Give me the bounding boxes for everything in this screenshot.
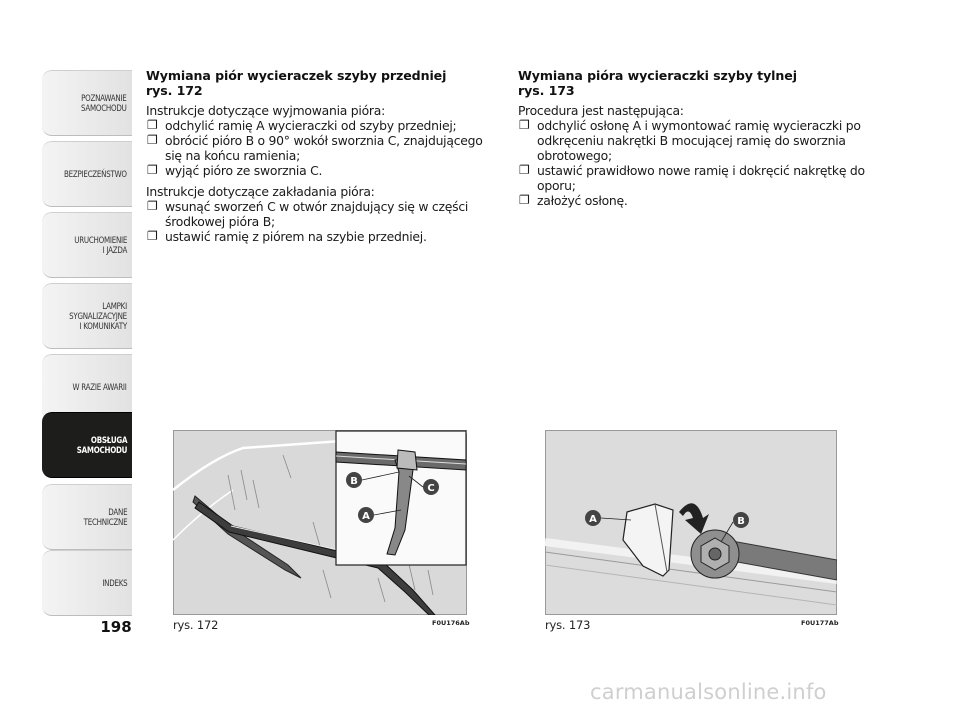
tab-bezpieczenstwo[interactable]: [42, 141, 132, 207]
checkbox-bullet-icon: ❐: [519, 118, 530, 132]
list-item: ❐ odchylić osłonę A i wymontować ramię wycieraczki po odkręceniu nakrętki B mocującej ramię do sworznia obrotowego;: [519, 118, 861, 163]
removal-intro: Instrukcje dotyczące wyjmowania pióra:: [146, 103, 386, 118]
figure-172: [173, 430, 467, 615]
removal-steps: [146, 118, 496, 178]
checkbox-bullet-icon: ❐: [147, 229, 158, 243]
procedure-steps: [518, 118, 868, 208]
list-item: ❐ odchylić ramię A wycieraczki od szyby przedniej;: [147, 118, 457, 133]
tab-obsluga-samochodu[interactable]: [42, 412, 132, 478]
figure-code: F0U177Ab: [801, 619, 839, 627]
tab-label: OBSŁUGA SAMOCHODU: [76, 435, 127, 455]
callout-c-label: C: [427, 483, 435, 494]
tab-label: INDEKS: [101, 578, 127, 588]
checkbox-bullet-icon: ❐: [147, 118, 158, 132]
tab-lampki-sygnalizacyjne[interactable]: [42, 283, 132, 349]
tab-indeks[interactable]: [42, 550, 132, 616]
callout-b-label: B: [737, 516, 745, 527]
section-title: [146, 68, 496, 98]
list-item: ❐ ustawić ramię z piórem na szybie przedniej.: [147, 229, 427, 244]
section-title: [518, 68, 868, 98]
watermark: carmanualsonline.info: [590, 680, 827, 704]
list-item: ❐ założyć osłonę.: [519, 193, 628, 208]
install-intro: Instrukcje dotyczące zakładania pióra:: [146, 184, 375, 199]
checkbox-bullet-icon: ❐: [147, 199, 158, 213]
tab-label: LAMPKI SYGNALIZACYJNE I KOMUNIKATY: [69, 301, 127, 331]
callout-a-label: A: [589, 514, 597, 525]
callout-a-label: A: [362, 511, 370, 522]
figure-173: [545, 430, 837, 615]
checkbox-bullet-icon: ❐: [519, 163, 530, 177]
front-wiper-illustration: [173, 430, 467, 615]
callout-b-label: B: [350, 476, 358, 487]
install-steps: [146, 199, 496, 244]
tab-label: DANE TECHNICZNE: [83, 507, 127, 527]
rear-wiper-illustration: [545, 430, 837, 615]
checkbox-bullet-icon: ❐: [147, 163, 158, 177]
tab-uruchomienie-i-jazda[interactable]: [42, 212, 132, 278]
tab-label: URUCHOMIENIE I JAZDA: [74, 235, 127, 255]
figure-caption: rys. 172: [173, 618, 219, 632]
checkbox-bullet-icon: ❐: [147, 133, 158, 147]
checkbox-bullet-icon: ❐: [519, 193, 530, 207]
front-wiper-section: [146, 68, 496, 250]
tab-label: POZNAWANIE SAMOCHODU: [81, 93, 127, 113]
procedure-intro: Procedura jest następująca:: [518, 103, 684, 118]
tab-label: BEZPIECZEŃSTWO: [64, 169, 127, 179]
title-line: Wymiana pióra wycieraczki szyby tylnej: [518, 68, 797, 83]
list-item: ❐ wsunąć sworzeń C w otwór znajdujący się w części środkowej pióra B;: [147, 199, 469, 229]
tab-dane-techniczne[interactable]: [42, 484, 132, 550]
tab-w-razie-awarii[interactable]: [42, 354, 132, 420]
list-item: ❐ ustawić prawidłowo nowe ramię i dokręcić nakrętkę do oporu;: [519, 163, 865, 193]
figure-caption: rys. 173: [545, 618, 591, 632]
rear-wiper-section: [518, 68, 868, 214]
title-figure-ref: rys. 172: [146, 83, 203, 98]
page-number: 198: [100, 618, 132, 636]
title-figure-ref: rys. 173: [518, 83, 575, 98]
title-line: Wymiana piór wycieraczek szyby przedniej: [146, 68, 447, 83]
list-item: ❐ obrócić pióro B o 90° wokół sworznia C, znajdującego się na końcu ramienia;: [147, 133, 483, 163]
tab-label: W RAZIE AWARII: [72, 382, 127, 392]
figure-code: F0U176Ab: [432, 619, 470, 627]
tab-poznawanie-samochodu[interactable]: [42, 70, 132, 136]
list-item: ❐ wyjąć pióro ze sworznia C.: [147, 163, 323, 178]
